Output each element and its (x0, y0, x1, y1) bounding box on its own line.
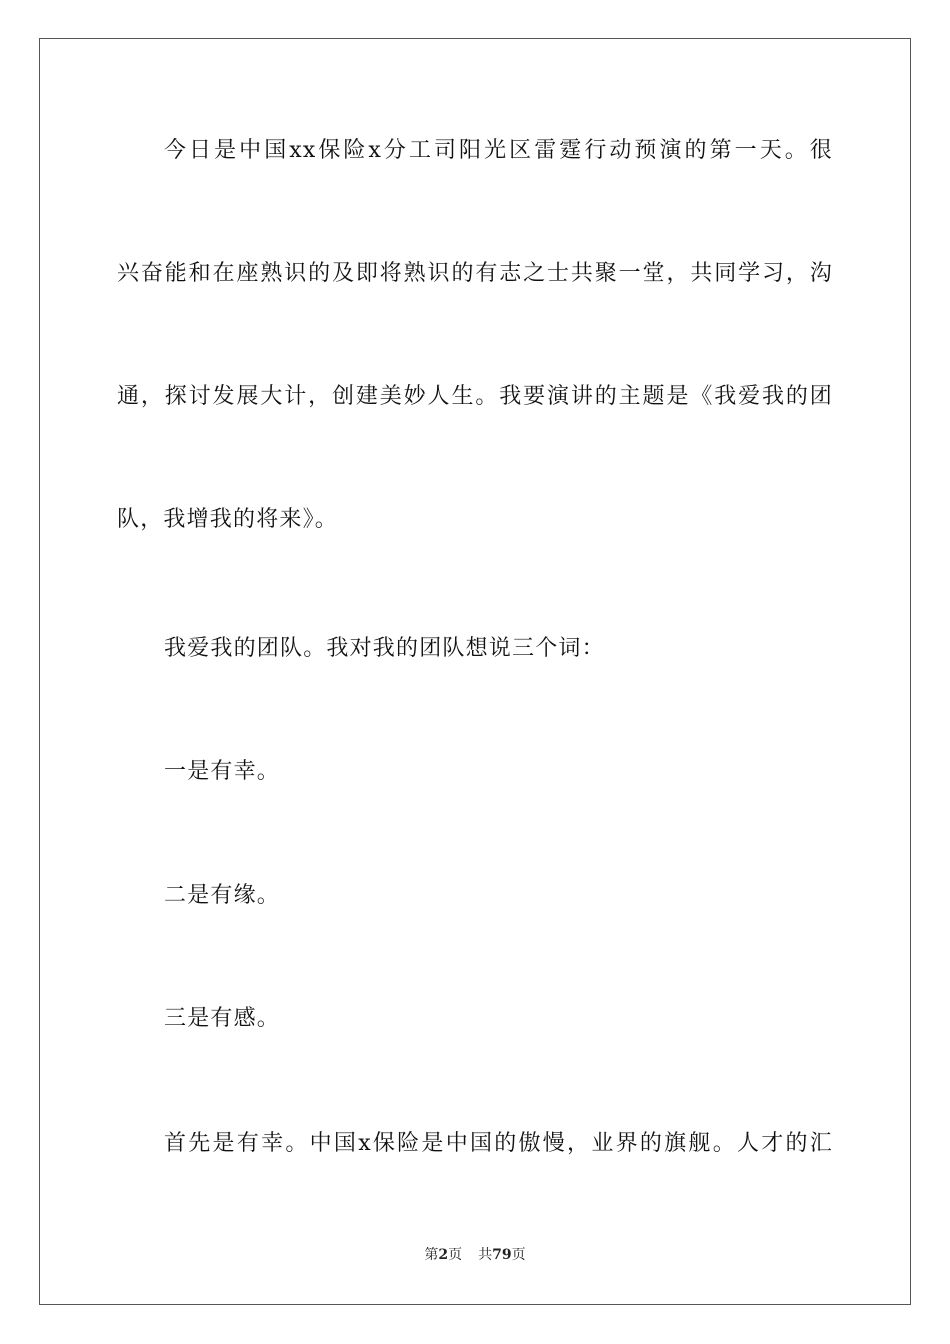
paragraph-line-4: 队，我增我的将来》。 (117, 507, 339, 532)
total-suffix: 页 (511, 1247, 526, 1263)
paragraph-line-1: 今日是中国xx保险x分工司阳光区雷霆行动预演的第一天。很 (164, 138, 833, 163)
paragraph-line-3: 通，探讨发展大计，创建美妙人生。我要演讲的主题是《我爱我的团 (117, 384, 833, 409)
page-number: 2 (438, 1247, 449, 1263)
list-item-3: 三是有感。 (164, 1006, 281, 1031)
total-pages: 79 (492, 1247, 512, 1263)
paragraph-line-2: 兴奋能和在座熟识的及即将熟识的有志之士共聚一堂，共同学习，沟 (117, 261, 833, 286)
page-footer (0, 1245, 950, 1265)
total-prefix: 共 (478, 1247, 493, 1263)
page-border (39, 38, 911, 1305)
list-item-2: 二是有缘。 (164, 883, 281, 908)
paragraph-line-5: 我爱我的团队。我对我的团队想说三个词： (164, 636, 605, 661)
page-suffix: 页 (448, 1247, 463, 1263)
page-prefix: 第 (424, 1247, 439, 1263)
paragraph-line-6: 首先是有幸。中国x保险是中国的傲慢，业界的旗舰。人才的汇 (164, 1131, 833, 1156)
list-item-1: 一是有幸。 (164, 759, 281, 784)
